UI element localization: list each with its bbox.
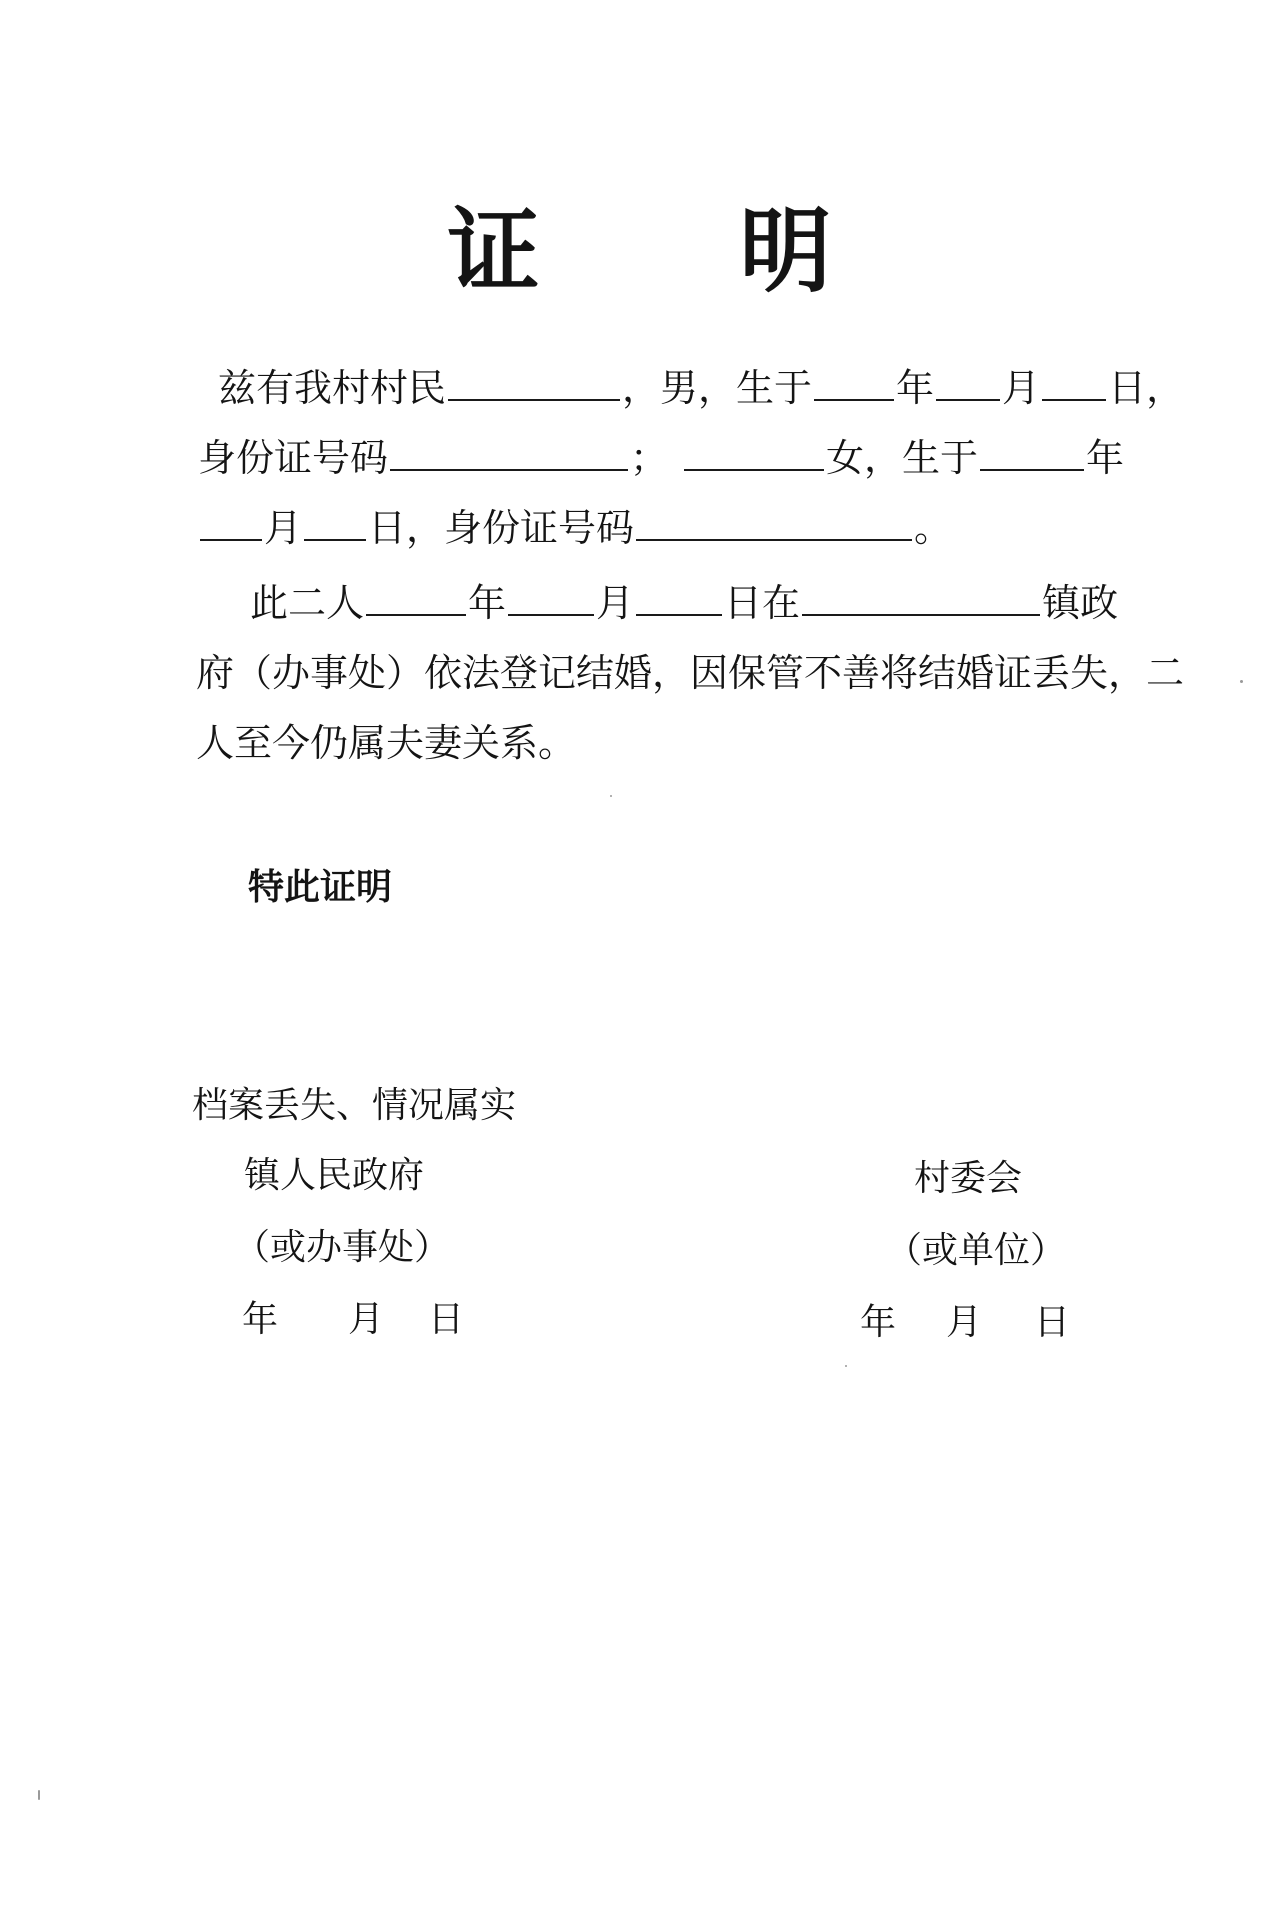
id-number-blank-female xyxy=(636,503,912,541)
text-segment: 年 xyxy=(468,581,507,625)
text-segment: 兹有我村村民 xyxy=(218,366,447,410)
document-title xyxy=(0,197,1279,305)
text-segment: 日在 xyxy=(724,581,801,625)
month-blank xyxy=(200,503,262,541)
year-blank xyxy=(366,578,466,616)
para2-line2: 府（办事处）依法登记结婚，因保管不善将结婚证丢失，二 xyxy=(196,651,1185,695)
para2-line3: 人至今仍属夫妻关系。 xyxy=(196,721,577,765)
left-signer-alt: （或办事处） xyxy=(234,1227,451,1268)
text-segment: ，男，生于 xyxy=(622,366,813,410)
date-day: 日 xyxy=(1034,1302,1071,1343)
title-char-1: 证 xyxy=(447,197,540,305)
text-segment: 镇政 xyxy=(1042,581,1119,625)
para1-line1 xyxy=(218,363,1184,411)
day-blank xyxy=(1042,363,1106,401)
name-blank-female xyxy=(684,433,824,471)
para1-line3 xyxy=(198,503,952,551)
scan-speck xyxy=(845,1365,847,1367)
right-signer-date xyxy=(860,1300,1070,1346)
scan-speck xyxy=(38,1790,40,1800)
closing-text: 特此证明 xyxy=(248,866,393,908)
id-number-blank-male xyxy=(390,433,628,471)
date-month: 月 xyxy=(348,1299,385,1340)
month-blank xyxy=(936,363,1000,401)
left-signer-date xyxy=(242,1297,464,1343)
text-segment: 月 xyxy=(264,506,303,550)
verification-text: 档案丢失、情况属实 xyxy=(192,1085,517,1126)
text-segment: 身份证号码 xyxy=(198,436,389,480)
text-segment: 年 xyxy=(1086,436,1125,480)
text-segment: 。 xyxy=(914,506,953,550)
para2-line1 xyxy=(250,578,1118,626)
date-day: 日 xyxy=(428,1299,465,1340)
year-blank xyxy=(814,363,894,401)
text-segment: 月 xyxy=(1002,366,1041,410)
text-segment: 月 xyxy=(596,581,635,625)
date-year: 年 xyxy=(860,1302,897,1343)
text-segment: ； xyxy=(630,436,669,480)
title-char-2: 明 xyxy=(739,197,832,305)
right-signer-name: 村委会 xyxy=(914,1158,1023,1199)
scan-speck xyxy=(1240,680,1243,683)
town-blank xyxy=(802,578,1040,616)
month-blank xyxy=(508,578,594,616)
name-blank-male xyxy=(448,363,620,401)
text-segment: 日， xyxy=(1108,366,1185,410)
date-year: 年 xyxy=(242,1299,279,1340)
text-segment: 此二人 xyxy=(250,581,365,625)
year-blank xyxy=(980,433,1084,471)
text-segment: 日，身份证号码 xyxy=(368,506,635,550)
date-month: 月 xyxy=(946,1302,983,1343)
text-segment: 女，生于 xyxy=(826,436,979,480)
scan-speck xyxy=(610,795,612,797)
day-blank xyxy=(636,578,722,616)
right-signer-alt: （或单位） xyxy=(886,1230,1067,1271)
day-blank xyxy=(304,503,366,541)
text-segment: 年 xyxy=(896,366,935,410)
para1-line2 xyxy=(198,433,1124,481)
left-signer-name: 镇人民政府 xyxy=(244,1155,425,1196)
